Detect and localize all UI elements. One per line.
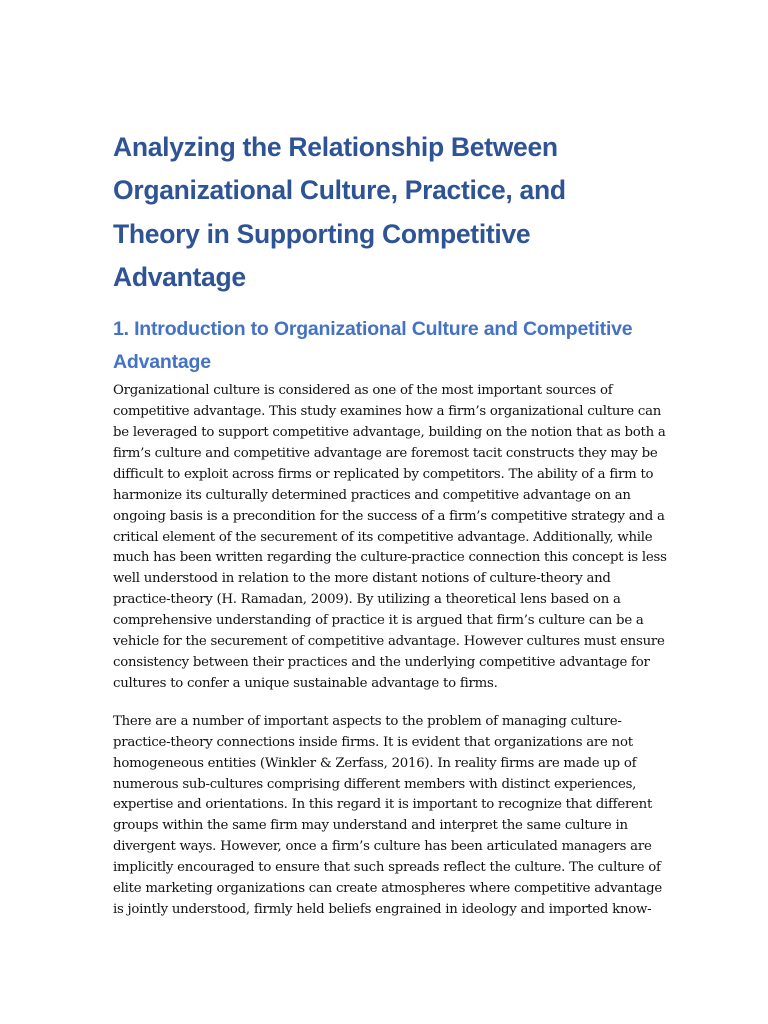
- paragraph-line: difficult to exploit across firms or replicated by competitors. The ability of a firm to: [113, 466, 654, 482]
- paragraph-line: critical element of the securement of its competitive advantage. Additionally, while: [113, 529, 653, 545]
- document-body: [113, 126, 667, 921]
- paragraph-2: [113, 712, 663, 921]
- paragraph-line: groups within the same firm may understand and interpret the same culture in: [113, 818, 628, 834]
- paragraph-line: divergent ways. However, once a firm’s culture has been articulated managers are: [113, 839, 652, 855]
- paragraph-line: be leveraged to support competitive advantage, building on the notion that as both a: [113, 425, 666, 440]
- paragraph-line: cultures to confer a unique sustainable advantage to firms.: [113, 675, 498, 691]
- section-heading: [113, 313, 658, 379]
- paragraph-1: [113, 381, 667, 695]
- paragraph-line: elite marketing organizations can create atmospheres where competitive advantage: [113, 881, 663, 897]
- paragraph-line: comprehensive understanding of practice it is argued that firm’s culture can be a: [113, 613, 644, 629]
- title-line: Advantage: [113, 261, 246, 292]
- section-heading-line: Advantage: [113, 351, 211, 374]
- paragraph-line: There are a number of important aspects to the problem of managing culture-: [113, 713, 622, 729]
- paragraph-line: numerous sub-cultures comprising different members with distinct experiences,: [113, 776, 637, 792]
- paragraph-line: vehicle for the securement of competitive advantage. However cultures must ensure: [113, 634, 665, 650]
- paragraph-line: much has been written regarding the culture-practice connection this concept is less: [113, 550, 667, 566]
- paragraph-line: consistency between their practices and the underlying competitive advantage for: [113, 654, 650, 670]
- paragraph-line: expertise and orientations. In this regard it is important to recognize that different: [113, 797, 653, 813]
- title-line: Organizational Culture, Practice, and: [113, 175, 566, 206]
- paragraph-line: is jointly understood, firmly held beliefs engrained in ideology and imported know-: [113, 901, 652, 917]
- paragraph-line: implicitly encouraged to ensure that such spreads reflect the culture. The culture of: [113, 860, 661, 876]
- paragraph-line: harmonize its culturally determined practices and competitive advantage on an: [113, 487, 631, 503]
- paragraph-line: Organizational culture is considered as one of the most important sources of: [113, 383, 613, 399]
- paragraph-line: competitive advantage. This study examines how a firm’s organizational culture can: [113, 404, 662, 420]
- paragraph-line: well understood in relation to the more distant notions of culture-theory and: [113, 571, 611, 587]
- title-line: Theory in Supporting Competitive: [113, 218, 531, 249]
- title-line: Analyzing the Relationship Between: [113, 132, 558, 162]
- paragraph-line: practice-theory connections inside firms. It is evident that organizations are not: [113, 734, 633, 750]
- paragraph-line: practice-theory (H. Ramadan, 2009). By utilizing a theoretical lens based on a: [113, 592, 621, 608]
- paragraph-line: ongoing basis is a precondition for the success of a firm’s competitive strategy and a: [113, 508, 665, 524]
- paragraph-line: homogeneous entities (Winkler & Zerfass, 2016). In reality firms are made up of: [113, 755, 637, 771]
- paragraph-line: firm’s culture and competitive advantage are foremost tacit constructs they may be: [113, 445, 658, 461]
- section-heading-line: 1. Introduction to Organizational Culture and Competitive: [113, 318, 633, 341]
- document-title: [113, 126, 658, 299]
